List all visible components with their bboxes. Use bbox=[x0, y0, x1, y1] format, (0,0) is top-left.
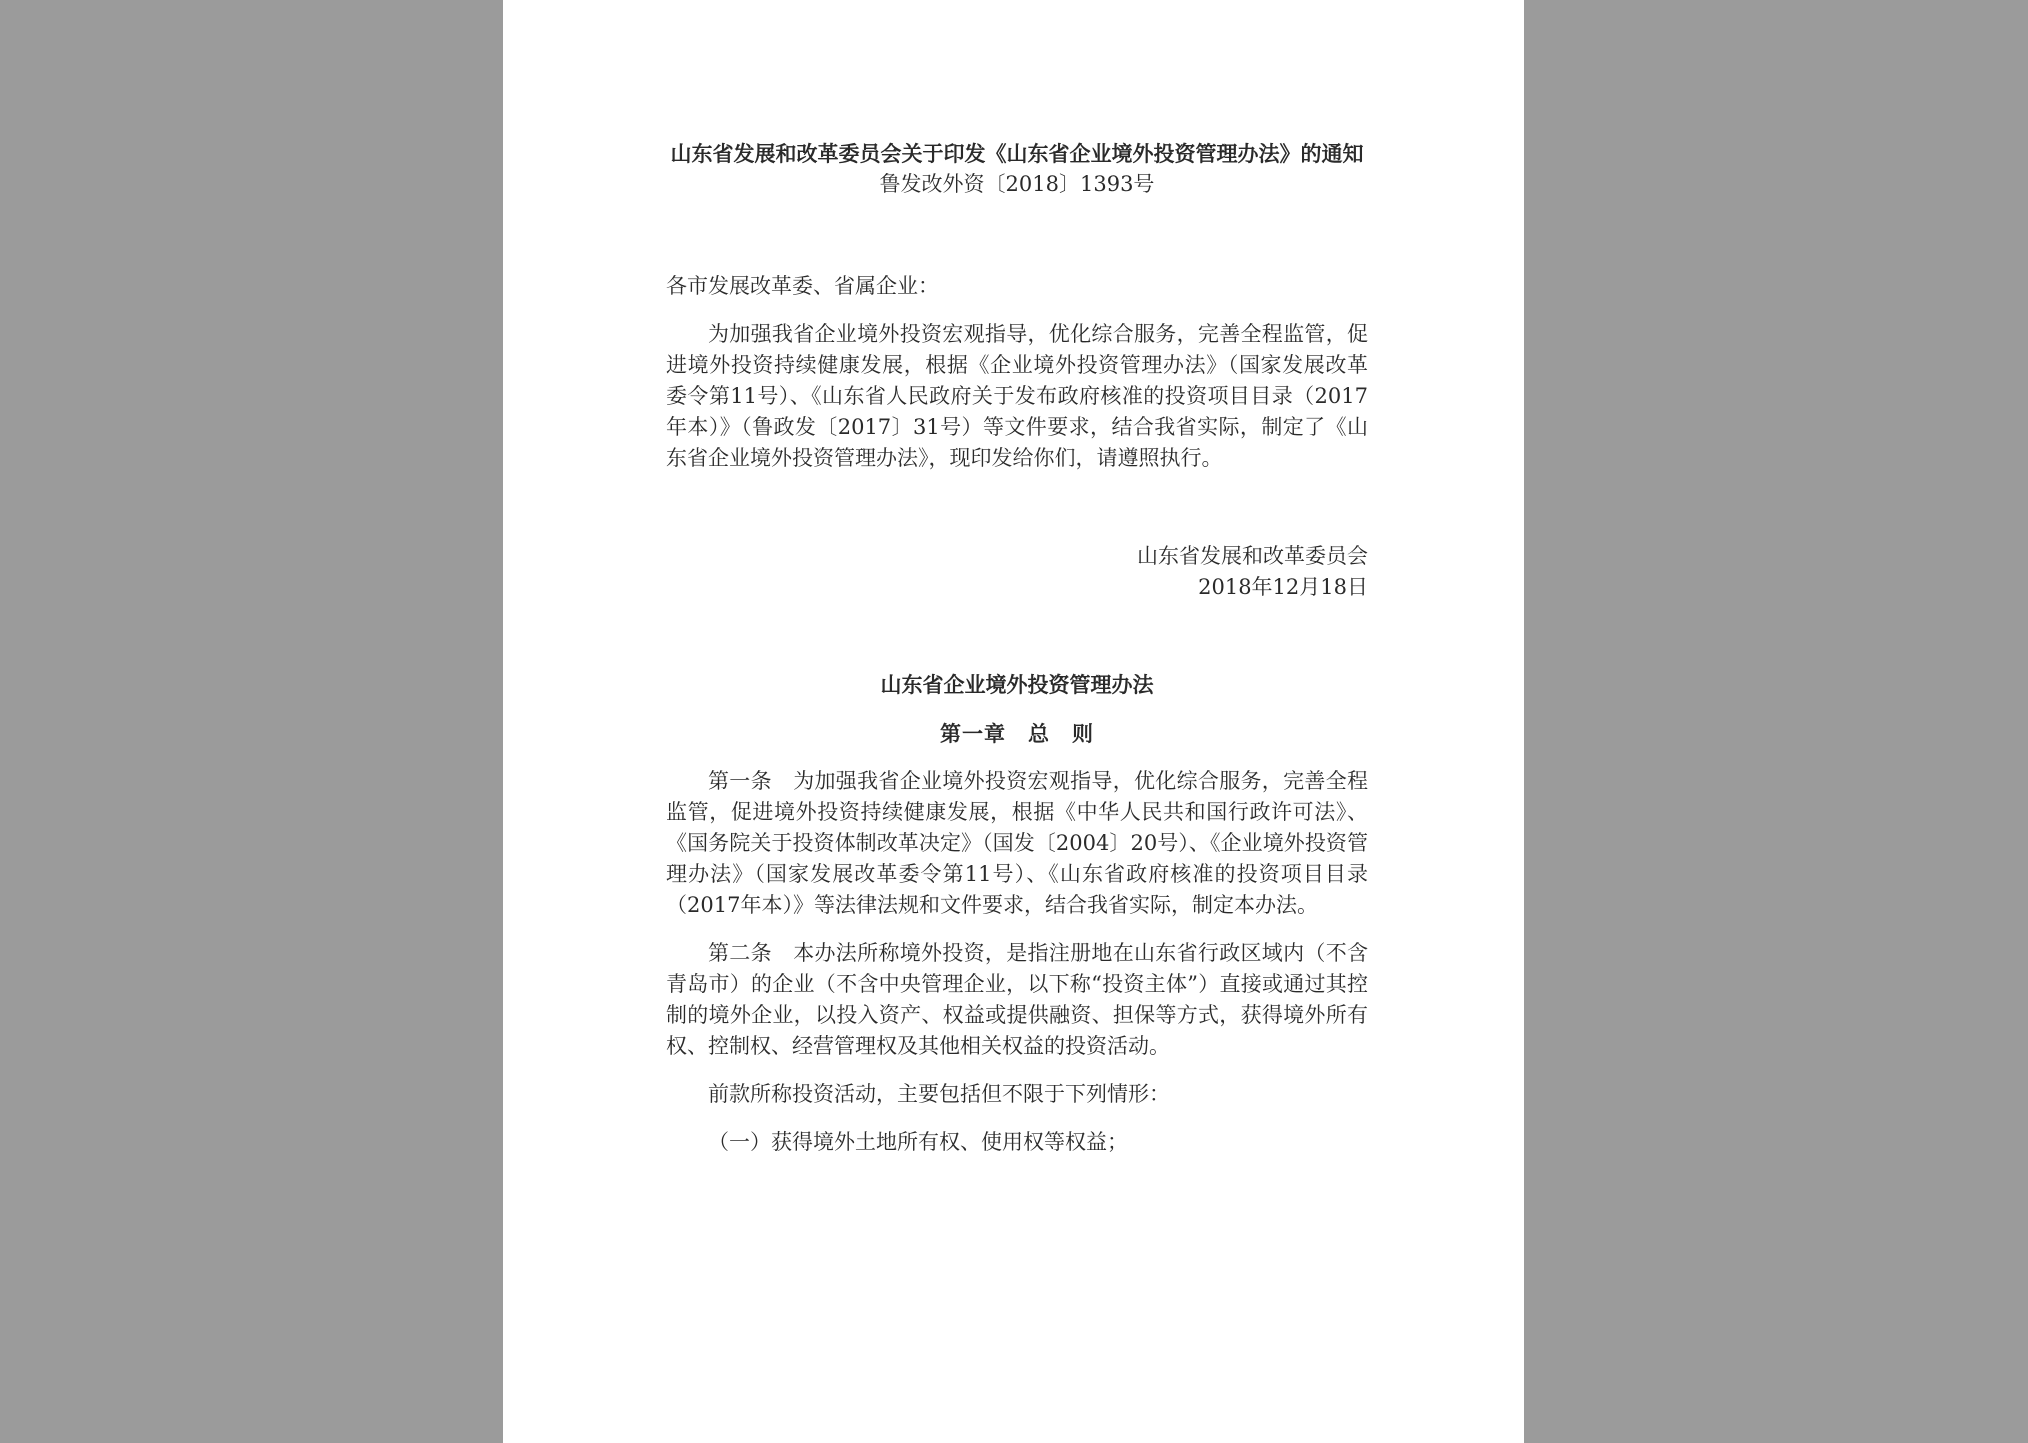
document-title: 山东省发展和改革委员会关于印发《山东省企业境外投资管理办法》的通知 bbox=[670, 141, 1364, 166]
article-2: 第二条 本办法所称境外投资，是指注册地在山东省行政区域内（不含青岛市）的企业（不含中央管理企业，以下称“投资主体”）直接或通过其控制的境外企业，以投入资产、权益或提供融资、担保等方式，获得境外所有权、控制权、经营管理权及其他相关权益的投资活动。 bbox=[666, 941, 1368, 1058]
document-page bbox=[503, 0, 1524, 1443]
salutation: 各市发展改革委、省属企业： bbox=[666, 274, 939, 298]
notice-body: 为加强我省企业境外投资宏观指导，优化综合服务，完善全程监管，促进境外投资持续健康发展，根据《企业境外投资管理办法》（国家发展改革委令第11号）、《山东省人民政府关于发布政府核准的投资项目目录（2017年本）》（鲁政发〔2017〕31号）等文件要求，结合我省实际，制定了《山东省企业境外投资管理办法》，现印发给你们，请遵照执行。 bbox=[666, 322, 1368, 470]
page-content bbox=[666, 139, 1368, 1158]
document-number: 鲁发改外资〔2018〕1393号 bbox=[879, 172, 1155, 196]
signature-organization: 山东省发展和改革委员会 bbox=[1137, 544, 1368, 568]
chapter-title: 第一章 总 则 bbox=[940, 721, 1094, 746]
regulation-title: 山东省企业境外投资管理办法 bbox=[880, 672, 1154, 697]
list-item-1: （一）获得境外土地所有权、使用权等权益； bbox=[708, 1130, 1128, 1154]
signature-block bbox=[666, 541, 1368, 603]
article-2-paragraph-2: 前款所称投资活动，主要包括但不限于下列情形： bbox=[708, 1082, 1170, 1106]
article-1: 第一条 为加强我省企业境外投资宏观指导，优化综合服务，完善全程监管，促进境外投资持续健康发展，根据《中华人民共和国行政许可法》、《国务院关于投资体制改革决定》（国发〔2004〕20号）、《企业境外投资管理办法》（国家发展改革委令第11号）、《山东省政府核准的投资项目目录（2017年本）》等法律法规和文件要求，结合我省实际，制定本办法。 bbox=[666, 769, 1368, 917]
signature-date: 2018年12月18日 bbox=[1198, 575, 1368, 599]
